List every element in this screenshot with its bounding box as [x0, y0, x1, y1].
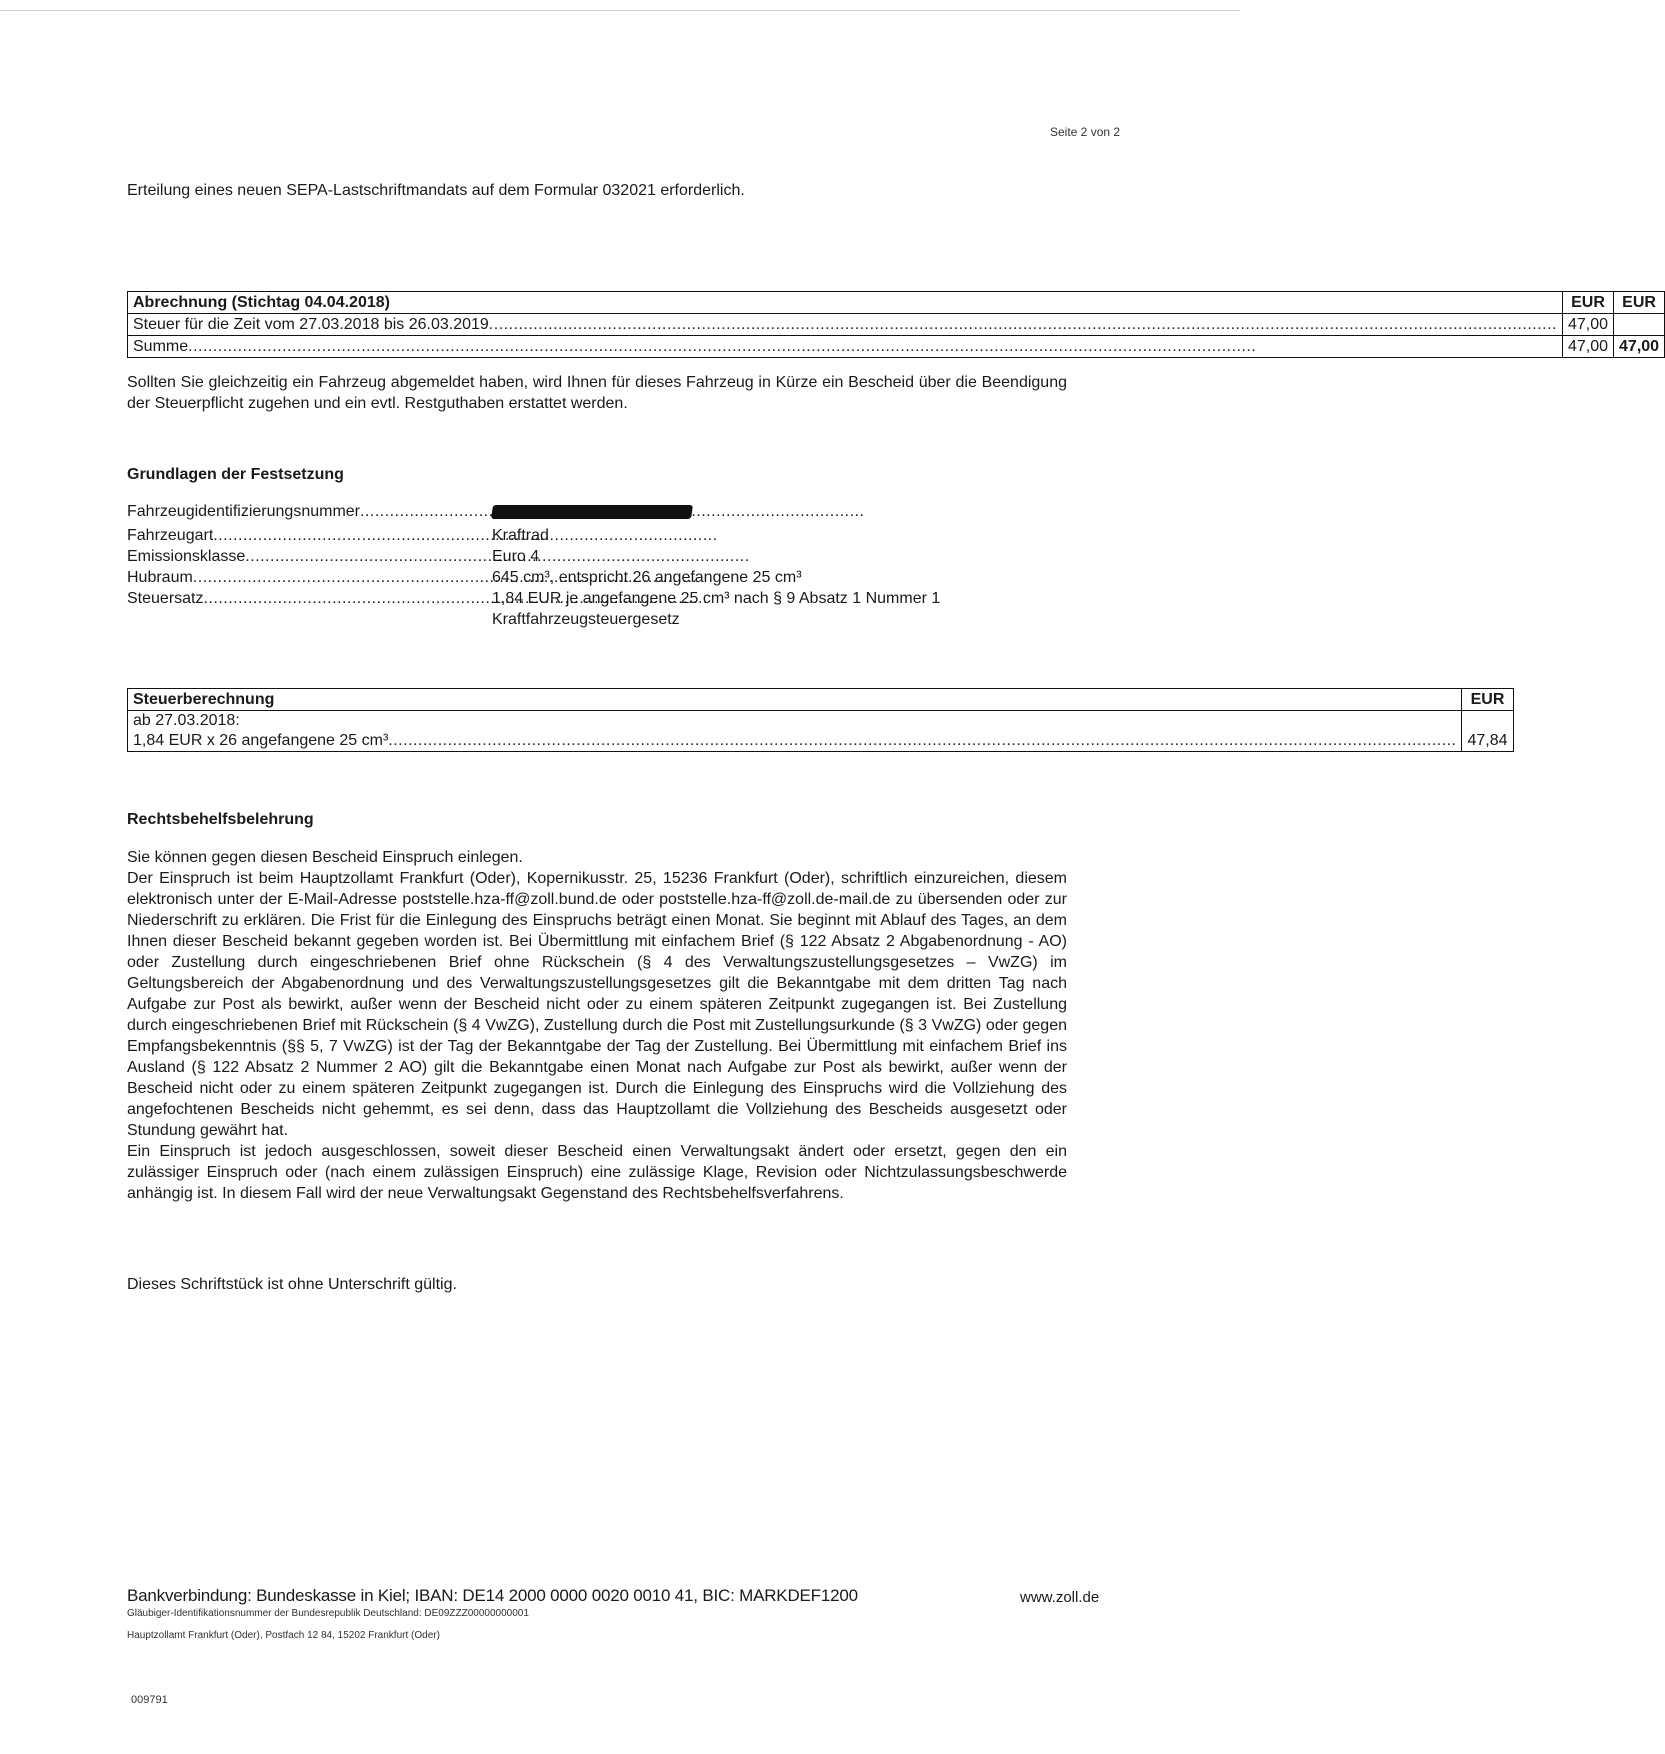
footer-address: Hauptzollamt Frankfurt (Oder), Postfach 12 84, 15202 Frankfurt (Oder) — [127, 1630, 440, 1641]
list-item — [127, 546, 1052, 567]
steuerberechnung-title: Steuerberechnung — [128, 689, 1462, 711]
table-row — [128, 689, 1514, 711]
list-item — [127, 588, 1052, 630]
footer-bank-details: Bankverbindung: Bundeskasse in Kiel; IBAN: DE14 2000 0000 0020 0010 41, BIC: MARKDEF1200 — [127, 1586, 858, 1605]
list-item — [127, 501, 1052, 525]
total-value: 47,00 — [1614, 336, 1665, 358]
steuerberechnung-col-header: EUR — [1462, 689, 1513, 711]
fact-label: Steuersatz — [127, 590, 204, 607]
fact-label: Emissionsklasse — [127, 548, 246, 565]
leader-dots — [489, 314, 1557, 335]
page-number: Seite 2 von 2 — [1050, 125, 1121, 139]
rechtsbehelf-paragraph: Der Einspruch ist beim Hauptzollamt Frankfurt (Oder), Kopernikusstr. 25, 15236 Frankfurt (Oder), schriftlich einzureichen, diesem elektronisch unter der E-Mail-Adresse poststelle.hza-ff@zoll.bund.de oder poststelle.hza-ff@zoll.de-mail.de zu übersenden oder zur Niederschrift zu erklären. Die Frist für die Einlegung des Einspruchs beträgt einen Monat. Sie beginnt mit Ablauf des Tages, an dem Ihnen dieser Bescheid bekannt gegeben worden ist. Bei Übermittlung mit einfachem Brief (§ 122 Absatz 2 Abgabenordnung - AO) oder Zustellung durch eingeschriebenen Brief ohne Rückschein (§ 4 des Verwaltungszustellungsgesetzes – VwZG) im Geltungsbereich der Abgabenordnung und des Verwaltungszustellungsgesetzes gilt die Bekanntgabe mit dem dritten Tag nach Aufgabe zur Post als bewirkt, außer wenn der Bescheid nicht oder zu einem späteren Zeitpunkt zugegangen ist. Bei Zustellung durch eingeschriebenen Brief mit Rückschein (§ 4 VwZG), Zustellung durch die Post mit Zustellungsurkunde (§ 3 VwZG) oder gegen Empfangsbekenntnis (§§ 5, 7 VwZG) ist der Tag der Bekanntgabe der Tag der Zustellung. Bei Übermittlung mit einfachem Brief ins Ausland (§ 122 Absatz 2 Nummer 2 AO) gilt die Bekanntgabe einen Monat nach Aufgabe zur Post als bewirkt, außer wenn der Bescheid nicht oder zu einem späteren Zeitpunkt zugegangen ist. Durch die Einlegung des Einspruchs wird die Vollziehung des angefochtenen Bescheids nicht gehemmt, es sei denn, dass das Hauptzollamt die Vollziehung des Bescheids ausgesetzt oder Stundung gewährt hat. — [127, 870, 1067, 1139]
footer-creditor-id: Gläubiger-Identifikationsnummer der Bundesrepublik Deutschland: DE09ZZZ00000000001 — [127, 1608, 529, 1619]
leader-dots — [188, 336, 1557, 357]
fact-label: Fahrzeugart — [127, 527, 214, 544]
abrechnung-title: Abrechnung (Stichtag 04.04.2018) — [128, 292, 1563, 314]
row-value: 47,00 — [1562, 336, 1613, 358]
table-row — [128, 292, 1665, 314]
fact-value-redacted — [492, 501, 1052, 525]
abrechnung-col1-header: EUR — [1562, 292, 1613, 314]
calc-value: 47,84 — [1462, 711, 1513, 752]
closing-text: Dieses Schriftstück ist ohne Unterschrift gültig. — [127, 1276, 457, 1293]
rechtsbehelf-paragraph: Ein Einspruch ist jedoch ausgeschlossen, soweit dieser Bescheid einen Verwaltungsakt ändert oder ersetzt, gegen den ein zulässiger Einspruch oder (nach einem zulässigen Einspruch) eine zulässige Klage, Revision oder Nichtzulassungsbeschwerde anhängig ist. In diesem Fall wird der neue Verwaltungsakt Gegenstand des Rechtsbehelfsverfahrens. — [127, 1143, 1067, 1202]
rechtsbehelf-body — [127, 847, 1067, 1204]
document-number: 009791 — [131, 1694, 168, 1706]
row-label: Summe — [133, 338, 189, 355]
fact-label: Hubraum — [127, 569, 193, 586]
fact-value: 645 cm³, entspricht 26 angefangene 25 cm³ — [492, 569, 802, 586]
fact-value: 1,84 EUR je angefangene 25 cm³ nach § 9 Absatz 1 Nummer 1 Kraftfahrzeugsteuergesetz — [492, 590, 941, 628]
table-row — [128, 711, 1514, 752]
fact-value: Euro 4 — [492, 548, 540, 565]
section-heading-grundlagen: Grundlagen der Festsetzung — [127, 466, 344, 483]
row-value — [1614, 314, 1665, 336]
leader-dots — [388, 731, 1456, 751]
fact-value: Kraftrad — [492, 527, 549, 544]
table-row — [128, 336, 1665, 358]
row-label-cell — [128, 314, 1563, 336]
row-value: 47,00 — [1562, 314, 1613, 336]
row-label-cell — [128, 336, 1563, 358]
calc-label-cell — [128, 711, 1462, 752]
footer-website-link[interactable]: www.zoll.de — [1020, 1589, 1100, 1606]
deregistration-note: Sollten Sie gleichzeitig ein Fahrzeug abgemeldet haben, wird Ihnen für dieses Fahrzeug in Kürze ein Bescheid über die Beendigung der Steuerpflicht zugehen und ein evtl. Restguthaben erstattet werden. — [127, 374, 1067, 412]
abrechnung-col2-header: EUR — [1614, 292, 1665, 314]
list-item — [127, 567, 1052, 588]
section-heading-rechtsbehelf: Rechtsbehelfsbelehrung — [127, 811, 314, 828]
calc-line1: ab 27.03.2018: — [133, 712, 240, 729]
abrechnung-table — [127, 291, 1665, 358]
grundlagen-list — [127, 501, 1052, 630]
fact-label: Fahrzeugidentifizierungsnummer — [127, 503, 360, 520]
steuerberechnung-table — [127, 688, 1514, 752]
rechtsbehelf-paragraph: Sie können gegen diesen Bescheid Einspruch einlegen. — [127, 849, 523, 866]
intro-text: Erteilung eines neuen SEPA-Lastschriftmandats auf dem Formular 032021 erforderlich. — [127, 182, 745, 199]
row-label: Steuer für die Zeit vom 27.03.2018 bis 26.03.2019 — [133, 316, 489, 333]
list-item — [127, 525, 1052, 546]
table-row — [128, 314, 1665, 336]
page-edge-line — [0, 10, 1240, 11]
calc-line2: 1,84 EUR x 26 angefangene 25 cm³ — [133, 732, 389, 749]
redaction-bar — [491, 505, 693, 519]
